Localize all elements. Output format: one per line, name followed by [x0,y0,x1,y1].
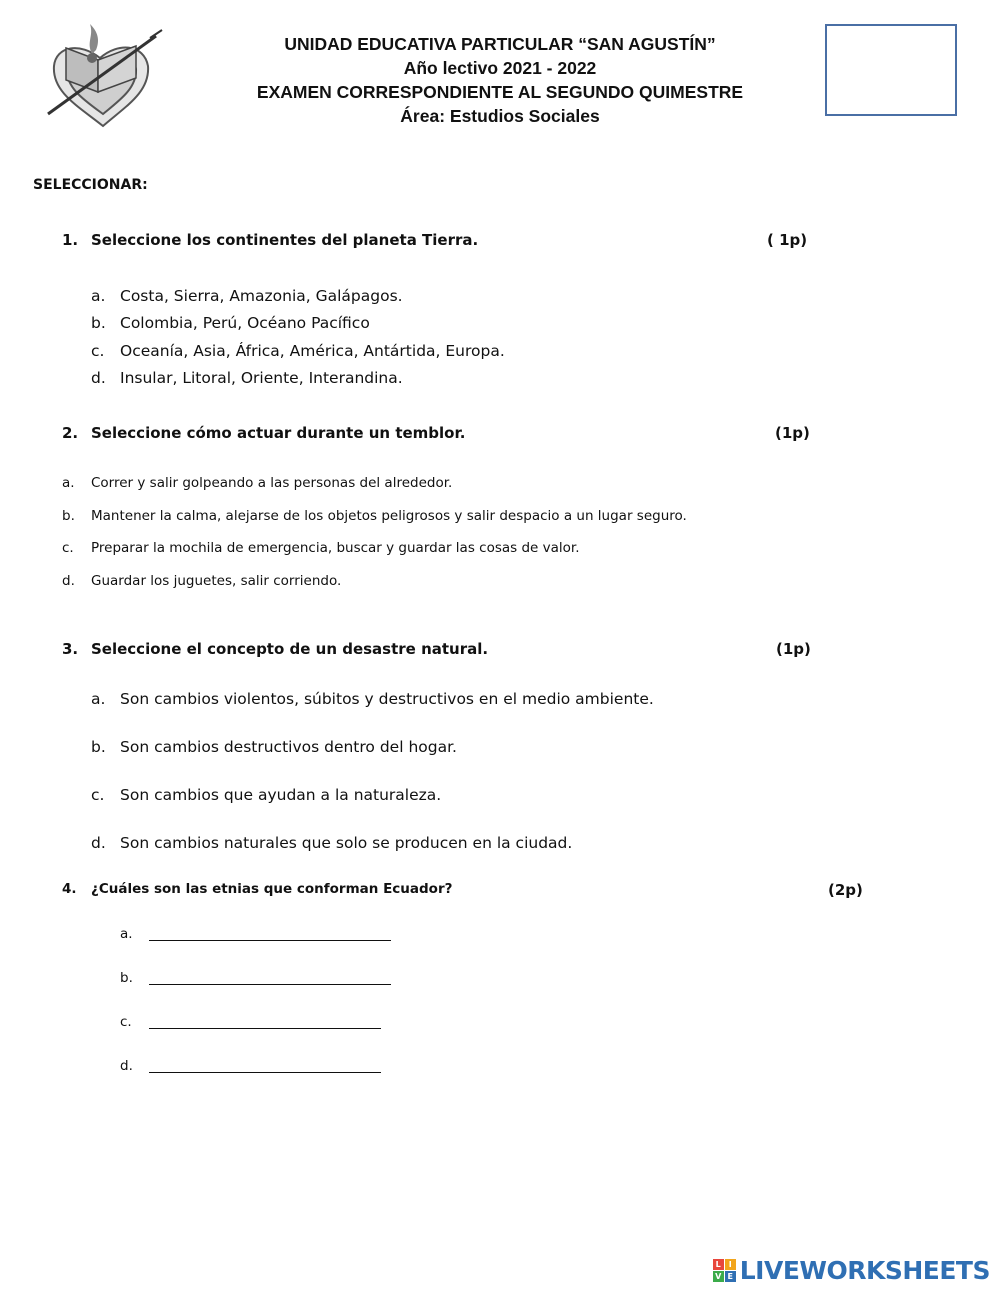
blank-c [0,1014,400,1034]
liveworksheets-logo-icon [713,1259,736,1282]
exam-title: EXAMEN CORRESPONDIENTE AL SEGUNDO QUIMESTRE [256,82,744,102]
blank-d [0,1058,400,1078]
option-letter: c. [62,540,74,556]
question-number: 1. [62,231,79,249]
question-points: (1p) [775,424,810,442]
question-text: Seleccione cómo actuar durante un temblor. [91,424,466,442]
logo-tile: E [725,1271,736,1282]
exam-header [200,32,800,128]
option-letter: d. [91,834,106,852]
question-number: 3. [62,640,79,658]
option-text: Preparar la mochila de emergencia, buscar y guardar las cosas de valor. [91,540,580,556]
option-letter: b. [91,314,106,332]
school-logo [38,14,168,132]
answer-line[interactable] [149,1014,381,1029]
option-text: Insular, Litoral, Oriente, Interandina. [120,369,403,387]
option-letter: c. [91,342,105,360]
option-text: Oceanía, Asia, África, América, Antártida, Europa. [120,342,505,360]
question-points: (2p) [828,881,863,899]
option-text: Son cambios que ayudan a la naturaleza. [120,786,442,804]
option-letter: a. [91,690,106,708]
option-text: Son cambios destructivos dentro del hogar. [120,738,457,756]
watermark-text: LIVEWORKSHEETS [739,1255,990,1285]
option-letter: b. [62,508,75,524]
blank-letter: a. [120,926,133,942]
blank-letter: d. [120,1058,133,1074]
question-text: Seleccione el concepto de un desastre natural. [91,640,489,658]
question-number: 4. [62,881,77,897]
question-text: Seleccione los continentes del planeta Tierra. [91,231,479,249]
school-year: Año lectivo 2021 - 2022 [403,58,597,78]
grade-box [825,24,957,116]
logo-tile: L [713,1259,724,1270]
option-text: Son cambios naturales que solo se producen en la ciudad. [120,834,573,852]
option-text: Son cambios violentos, súbitos y destructivos en el medio ambiente. [120,690,654,708]
blank-letter: b. [120,970,133,986]
liveworksheets-watermark [713,1254,990,1286]
section-title: SELECCIONAR: [33,177,148,193]
question-number: 2. [62,424,79,442]
blank-b [0,970,400,990]
subject-area: Área: Estudios Sociales [400,106,600,126]
option-text: Colombia, Perú, Océano Pacífico [120,314,370,332]
option-text: Correr y salir golpeando a las personas del alrededor. [91,475,453,491]
option-letter: d. [62,573,75,589]
school-name: UNIDAD EDUCATIVA PARTICULAR “SAN AGUSTÍN” [284,34,716,54]
question-text: ¿Cuáles son las etnias que conforman Ecuador? [91,881,453,897]
answer-line[interactable] [149,970,391,985]
logo-tile: V [713,1271,724,1282]
logo-tile: I [725,1259,736,1270]
answer-line[interactable] [149,1058,381,1073]
option-letter: c. [91,786,105,804]
question-points: ( 1p) [767,231,808,249]
blank-a [0,926,400,946]
question-points: (1p) [776,640,811,658]
option-text: Costa, Sierra, Amazonia, Galápagos. [120,287,403,305]
option-letter: a. [62,475,75,491]
option-text: Guardar los juguetes, salir corriendo. [91,573,342,589]
option-letter: a. [91,287,106,305]
option-letter: d. [91,369,106,387]
blank-letter: c. [120,1014,132,1030]
option-letter: b. [91,738,106,756]
option-text: Mantener la calma, alejarse de los objetos peligrosos y salir despacio a un lugar seguro. [91,508,687,524]
answer-line[interactable] [149,926,391,941]
